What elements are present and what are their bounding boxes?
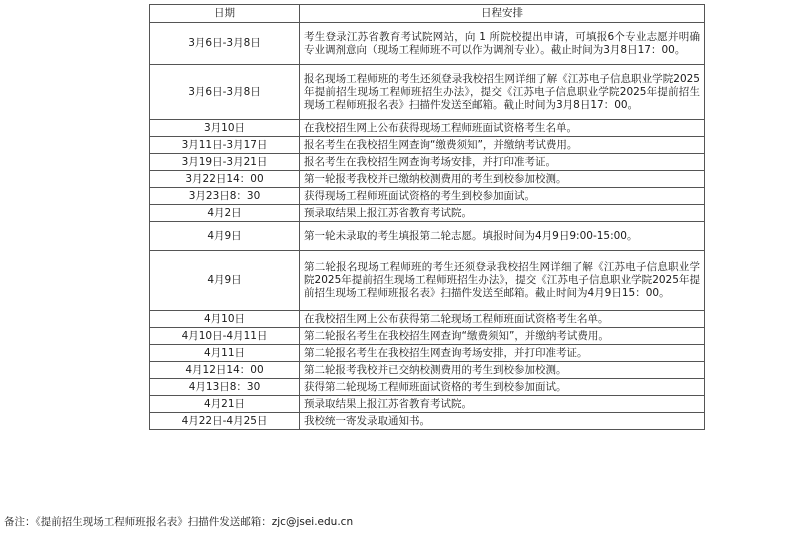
date-cell: 4月21日 bbox=[150, 396, 300, 413]
date-cell: 4月9日 bbox=[150, 222, 300, 251]
table-row bbox=[150, 222, 705, 251]
schedule-cell: 报名现场工程师班的考生还须登录我校招生网详细了解《江苏电子信息职业学院2025年提前招生现场工程师班招生办法》，提交《江苏电子信息职业学院2025年提前招生现场工程师班报名表》扫描件发送至邮箱。截止时间为3月8日17：00。 bbox=[300, 65, 705, 120]
schedule-cell: 在我校招生网上公布获得第二轮现场工程师班面试资格考生名单。 bbox=[300, 311, 705, 328]
table-row bbox=[150, 328, 705, 345]
date-cell: 4月13日8：30 bbox=[150, 379, 300, 396]
table-header-row bbox=[150, 5, 705, 23]
date-cell: 3月6日-3月8日 bbox=[150, 23, 300, 65]
schedule-cell: 预录取结果上报江苏省教育考试院。 bbox=[300, 396, 705, 413]
schedule-cell: 在我校招生网上公布获得现场工程师班面试资格考生名单。 bbox=[300, 120, 705, 137]
table-row bbox=[150, 137, 705, 154]
table-row bbox=[150, 413, 705, 430]
schedule-cell: 报名考生在我校招生网查询“缴费须知”，并缴纳考试费用。 bbox=[300, 137, 705, 154]
date-cell: 3月19日-3月21日 bbox=[150, 154, 300, 171]
date-cell: 4月12日14：00 bbox=[150, 362, 300, 379]
table-row bbox=[150, 205, 705, 222]
table-row bbox=[150, 345, 705, 362]
date-column-header: 日期 bbox=[150, 5, 300, 23]
date-cell: 4月10日-4月11日 bbox=[150, 328, 300, 345]
table-row bbox=[150, 171, 705, 188]
schedule-table bbox=[149, 4, 705, 430]
schedule-cell: 第二轮报名考生在我校招生网查询“缴费须知”，并缴纳考试费用。 bbox=[300, 328, 705, 345]
schedule-cell: 预录取结果上报江苏省教育考试院。 bbox=[300, 205, 705, 222]
table-row bbox=[150, 120, 705, 137]
table-row bbox=[150, 154, 705, 171]
schedule-cell: 报名考生在我校招生网查询考场安排，并打印准考证。 bbox=[300, 154, 705, 171]
date-cell: 4月2日 bbox=[150, 205, 300, 222]
date-cell: 3月10日 bbox=[150, 120, 300, 137]
table-row bbox=[150, 188, 705, 205]
schedule-cell: 我校统一寄发录取通知书。 bbox=[300, 413, 705, 430]
date-cell: 3月23日8：30 bbox=[150, 188, 300, 205]
schedule-cell: 第一轮报考我校并已缴纳校测费用的考生到校参加校测。 bbox=[300, 171, 705, 188]
date-cell: 4月10日 bbox=[150, 311, 300, 328]
date-cell: 4月22日-4月25日 bbox=[150, 413, 300, 430]
schedule-cell: 第二轮报名现场工程师班的考生还须登录我校招生网详细了解《江苏电子信息职业学院2025年提前招生现场工程师班招生办法》，提交《江苏电子信息职业学院2025年提前招生现场工程师班报名表》扫描件发送至邮箱。截止时间为4月9日15：00。 bbox=[300, 251, 705, 311]
date-cell: 3月11日-3月17日 bbox=[150, 137, 300, 154]
table-row bbox=[150, 251, 705, 311]
table-row bbox=[150, 23, 705, 65]
table-row bbox=[150, 311, 705, 328]
date-cell: 3月22日14：00 bbox=[150, 171, 300, 188]
footnote: 备注：《提前招生现场工程师班报名表》扫描件发送邮箱：zjc@jsei.edu.cn bbox=[4, 516, 354, 528]
date-cell: 3月6日-3月8日 bbox=[150, 65, 300, 120]
table-row bbox=[150, 379, 705, 396]
date-cell: 4月9日 bbox=[150, 251, 300, 311]
table-row bbox=[150, 396, 705, 413]
schedule-column-header: 日程安排 bbox=[300, 5, 705, 23]
schedule-cell: 获得现场工程师班面试资格的考生到校参加面试。 bbox=[300, 188, 705, 205]
schedule-cell: 考生登录江苏省教育考试院网站，向 1 所院校提出申请，可填报6个专业志愿并明确专业调剂意向（现场工程师班不可以作为调剂专业）。截止时间为3月8日17：00。 bbox=[300, 23, 705, 65]
table-row bbox=[150, 65, 705, 120]
schedule-cell: 第一轮未录取的考生填报第二轮志愿。填报时间为4月9日9:00-15:00。 bbox=[300, 222, 705, 251]
schedule-cell: 第二轮报考我校并已交纳校测费用的考生到校参加校测。 bbox=[300, 362, 705, 379]
schedule-cell: 第二轮报名考生在我校招生网查询考场安排，并打印准考证。 bbox=[300, 345, 705, 362]
date-cell: 4月11日 bbox=[150, 345, 300, 362]
table-row bbox=[150, 362, 705, 379]
schedule-cell: 获得第二轮现场工程师班面试资格的考生到校参加面试。 bbox=[300, 379, 705, 396]
